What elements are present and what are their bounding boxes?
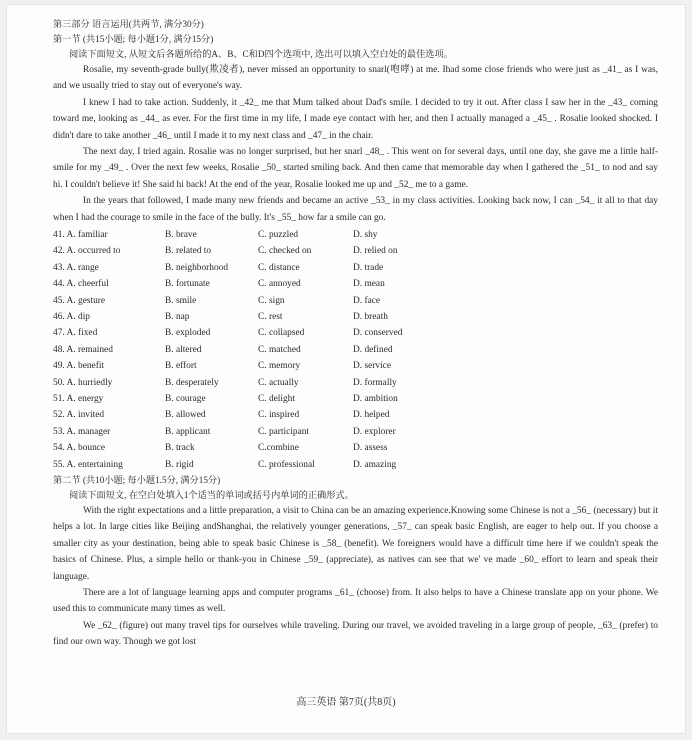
option-a: 52. A. invited xyxy=(53,410,105,421)
option-a: 49. A. benefit xyxy=(53,361,105,372)
passage1-paragraph-1: Rosalie, my seventh-grade bully(欺凌者), never missed an opportunity to snarl(咆哮) at me. Ihad some close friends who were just as _41_ as I was, and we usually tried to stay out of everyone's way. xyxy=(53,65,658,92)
option-a: 42. A. occurred to xyxy=(53,246,121,257)
option-b: B. smile xyxy=(165,295,197,306)
section1-heading: 第一节 (共15小题; 每小题1分, 满分15分) xyxy=(53,34,214,44)
option-c: C. participant xyxy=(258,426,310,437)
option-d: D. defined xyxy=(353,344,393,355)
option-row-46 xyxy=(53,309,658,325)
passage2-paragraph-2: There are a lot of language learning apps and computer programs _61_ (choose) from. It also helps to have a Chinese translate app on your phone. We used this to communicate many times as well. xyxy=(53,587,658,615)
option-c: C. matched xyxy=(258,344,301,355)
passage1-paragraph-4: In the years that followed, I made many new friends and became an active _53_ in my class activities. Looking back now, I can _54_ it all to that day when I had the courage to smile in the face of the bully. It's _55_ how far a smile can go. xyxy=(53,196,658,223)
option-a: 51. A. energy xyxy=(53,393,104,404)
option-d: D. ambition xyxy=(353,393,398,404)
section2-instruction: 阅读下面短文, 在空白处填入1个适当的单词或括号内单词的正确形式。 xyxy=(69,489,354,500)
option-c: C. actually xyxy=(258,377,299,388)
option-row-45 xyxy=(53,293,658,309)
option-a: 54. A. bounce xyxy=(53,443,106,454)
option-c: C. delight xyxy=(258,393,295,404)
option-b: B. effort xyxy=(165,361,197,372)
option-a: 44. A. cheerful xyxy=(53,279,109,290)
page-footer: 高三英语 第7页(共8页) xyxy=(296,697,396,708)
option-row-42 xyxy=(53,243,658,259)
option-d: D. formally xyxy=(353,377,397,388)
option-d: D. explorer xyxy=(353,426,396,437)
passage2-paragraph-1: With the right expectations and a little preparation, a visit to China can be an amazing experience.Knowing some Chinese is not a _56_ (necessary) but it helps a lot. In large cities like Beijing andShanghai, the relatively younger generations, _57_ can speak basic English, are eager to help out. If you choose a smaller city as your destination, being able to speak basic Chinese is _58_ (benefit). We foreigners would have a difficult time here if we couldn't speak the basics of Chinese. Plus, a simple hello or thank-you in Chinese _59_ (appreciate), as natives can see that we' ve made _60_ effort to learn and speak their language. xyxy=(53,505,658,582)
option-row-44 xyxy=(53,276,658,292)
passage1-paragraph-2: I knew I had to take action. Suddenly, it _42_ me that Mum talked about Dad's smile. I decided to try it out. After class I saw her in the _43_ coming toward me, looking as _44_ as ever. For the first time in my life, I made eye contact with her, and then I actually managed a _45_ . Rosalie looked shocked. I didn't dare to take another _46_ until I made it to my next class and _47_ in the chair. xyxy=(53,97,658,141)
option-c: C. professional xyxy=(258,459,315,470)
option-b: B. courage xyxy=(165,393,206,404)
option-a: 50. A. hurriedly xyxy=(53,377,113,388)
option-d: D. mean xyxy=(353,279,385,290)
option-row-48 xyxy=(53,342,658,358)
option-b: B. exploded xyxy=(165,328,211,339)
option-a: 45. A. gesture xyxy=(53,295,106,306)
option-b: B. altered xyxy=(165,344,202,355)
option-c: C. memory xyxy=(258,361,301,372)
option-row-55 xyxy=(53,457,658,473)
option-d: D. amazing xyxy=(353,459,397,470)
option-c: C. checked on xyxy=(258,246,312,257)
option-c: C. inspired xyxy=(258,410,300,421)
option-b: B. track xyxy=(165,443,195,454)
option-c: C. distance xyxy=(258,262,300,273)
option-row-43 xyxy=(53,260,658,276)
option-a: 41. A. familiar xyxy=(53,230,108,241)
option-b: B. fortunate xyxy=(165,279,210,290)
option-row-52 xyxy=(53,407,658,423)
option-c: C. sign xyxy=(258,295,285,306)
option-row-51 xyxy=(53,391,658,407)
option-a: 48. A. remained xyxy=(53,344,113,355)
option-b: B. neighborhood xyxy=(165,262,229,273)
option-b: B. desperately xyxy=(165,377,219,388)
passage2-paragraph-3: We _62_ (figure) out many travel tips for ourselves while traveling. During our travel, we avoided traveling in a large group of people, _63_ (prefer) to find our own way. Though we got lost xyxy=(53,620,658,648)
option-d: D. face xyxy=(353,295,381,306)
option-c: C. annoyed xyxy=(258,279,301,290)
section2-heading: 第二节 (共10小题; 每小题1.5分, 满分15分) xyxy=(53,474,221,485)
option-row-41 xyxy=(53,227,658,243)
option-a: 55. A. entertaining xyxy=(53,459,123,470)
option-d: D. trade xyxy=(353,262,384,273)
option-c: C.combine xyxy=(258,443,299,454)
option-b: B. brave xyxy=(165,230,197,241)
option-c: C. rest xyxy=(258,312,283,323)
option-row-47 xyxy=(53,325,658,341)
section1-instruction: 阅读下面短文, 从短文后各题所给的A、B、C和D四个选项中, 选出可以填入空白处的最佳选项。 xyxy=(69,49,453,59)
option-c: C. collapsed xyxy=(258,328,305,339)
option-row-50 xyxy=(53,375,658,391)
option-c: C. puzzled xyxy=(258,230,299,241)
option-b: B. allowed xyxy=(165,410,206,421)
option-d: D. breath xyxy=(353,312,388,323)
option-d: D. helped xyxy=(353,410,390,421)
option-b: B. related to xyxy=(165,246,212,257)
options-list xyxy=(53,227,658,473)
option-row-53 xyxy=(53,424,658,440)
option-d: D. conserved xyxy=(353,328,403,339)
part3-heading: 第三部分 语言运用(共两节, 满分30分) xyxy=(53,19,204,29)
option-a: 46. A. dip xyxy=(53,312,90,323)
option-row-49 xyxy=(53,358,658,374)
option-row-54 xyxy=(53,440,658,456)
option-d: D. relied on xyxy=(353,246,398,257)
option-b: B. rigid xyxy=(165,459,194,470)
option-b: B. applicant xyxy=(165,426,211,437)
option-b: B. nap xyxy=(165,312,190,323)
exam-page xyxy=(6,4,686,734)
option-d: D. service xyxy=(353,361,392,372)
option-a: 43. A. range xyxy=(53,262,99,273)
option-a: 47. A. fixed xyxy=(53,328,98,339)
option-d: D. assess xyxy=(353,443,388,454)
passage1-paragraph-3: The next day, I tried again. Rosalie was no longer surprised, but her snarl _48_ . This went on for several days, until one day, she gave me a little half-smile for my _49_ . Over the next few weeks, Rosalie _50_ started smiling back. And then came that memorable day when I gathered the _51_ to nod and say hi. I couldn't believe it! She said hi back! At the end of the year, Rosalie looked me up and _52_ me to a game. xyxy=(53,147,658,190)
option-d: D. shy xyxy=(353,230,378,241)
option-a: 53. A. manager xyxy=(53,426,111,437)
